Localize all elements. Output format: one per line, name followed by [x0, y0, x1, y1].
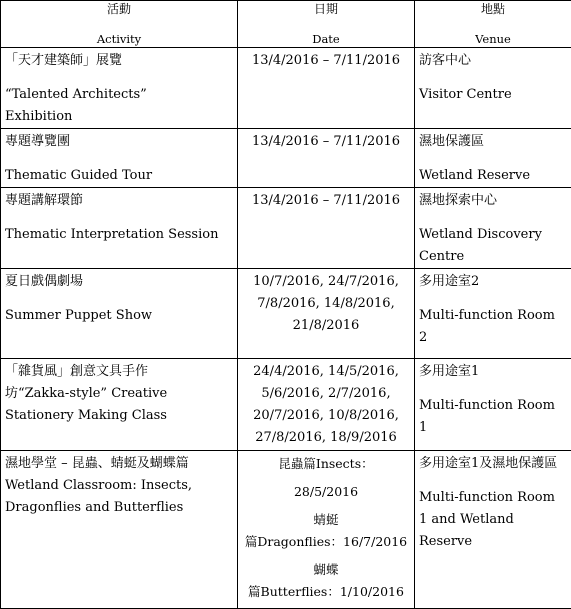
venue-zh: 多用途室1及濕地保護區 [419, 453, 567, 475]
activity-cell [1, 188, 238, 269]
date-cell [238, 129, 415, 188]
venue-cell [415, 188, 571, 269]
venue-en: Visitor Centre [419, 84, 567, 106]
date-text: 13/4/2016 – 7/11/2016 [238, 129, 414, 153]
header-venue [415, 1, 571, 48]
activity-zh: 專題導覽團 [5, 131, 233, 153]
header-row [1, 1, 571, 48]
activity-zh: 「天才建築師」展覽 [5, 50, 233, 72]
date-text: 13/4/2016 – 7/11/2016 [238, 188, 414, 212]
date-line: 蝴蝶 [242, 559, 410, 581]
venue-zh: 多用途室2 [419, 271, 567, 293]
header-activity-zh: 活動 [1, 1, 237, 17]
activity-text: 濕地學堂 – 昆蟲、蜻蜓及蝴蝶篇Wetland Classroom: Insects, Dragonflies and Butterflies [5, 453, 233, 519]
activity-cell [1, 129, 238, 188]
venue-en: Wetland Reserve [419, 165, 567, 187]
header-date-zh: 日期 [238, 1, 414, 17]
header-date [238, 1, 415, 48]
date-text: 10/7/2016, 24/7/2016, 7/8/2016, 14/8/2016, 21/8/2016 [238, 269, 414, 337]
date-text: 24/4/2016, 14/5/2016, 5/6/2016, 2/7/2016, 20/7/2016, 10/8/2016, 27/8/2016, 18/9/2016 [238, 359, 414, 449]
date-cell [238, 188, 415, 269]
date-line: 篇Butterflies：1/10/2016 [242, 581, 410, 603]
venue-cell [415, 48, 571, 129]
header-venue-en: Venue [415, 32, 571, 47]
header-date-en: Date [238, 32, 414, 47]
venue-en: Multi-function Room 1 [419, 395, 567, 439]
venue-en: Multi-function Room 1 and Wetland Reserve [419, 487, 567, 553]
header-activity-en: Activity [1, 32, 237, 47]
table-row [1, 188, 571, 269]
venue-zh: 訪客中心 [419, 50, 567, 72]
date-line: 28/5/2016 [242, 481, 410, 503]
date-cell [238, 359, 415, 451]
table-row [1, 359, 571, 451]
date-cell [238, 48, 415, 129]
activity-cell [1, 48, 238, 129]
venue-zh: 濕地保護區 [419, 131, 567, 153]
activity-cell [1, 451, 238, 609]
date-line: 昆蟲篇Insects： [242, 453, 410, 475]
venue-cell [415, 451, 571, 609]
date-cell [238, 451, 415, 609]
activity-cell [1, 269, 238, 359]
table-row [1, 48, 571, 129]
venue-cell [415, 129, 571, 188]
activity-zh: 夏日戲偶劇場 [5, 271, 233, 293]
date-cell [238, 269, 415, 359]
table-row [1, 129, 571, 188]
date-text: 13/4/2016 – 7/11/2016 [238, 48, 414, 72]
venue-zh: 多用途室1 [419, 361, 567, 383]
table-row [1, 451, 571, 609]
activity-en: Summer Puppet Show [5, 305, 233, 327]
venue-zh: 濕地探索中心 [419, 190, 567, 212]
activity-en: Thematic Interpretation Session [5, 224, 233, 246]
venue-cell [415, 359, 571, 451]
header-venue-zh: 地點 [415, 1, 571, 17]
activity-en: “Talented Architects” Exhibition [5, 84, 155, 128]
activity-zh: 專題講解環節 [5, 190, 233, 212]
activity-cell [1, 359, 238, 451]
venue-en: Multi-function Room 2 [419, 305, 567, 349]
activity-en: Thematic Guided Tour [5, 165, 233, 187]
venue-cell [415, 269, 571, 359]
venue-en: Wetland Discovery Centre [419, 224, 567, 268]
table-row [1, 269, 571, 359]
activity-text: 「雜貨風」創意文具手作坊“Zakka-style” Creative Stationery Making Class [5, 361, 175, 427]
date-line: 蜻蜓 [242, 509, 410, 531]
header-activity [1, 1, 238, 48]
date-line: 篇Dragonflies：16/7/2016 [242, 531, 410, 553]
